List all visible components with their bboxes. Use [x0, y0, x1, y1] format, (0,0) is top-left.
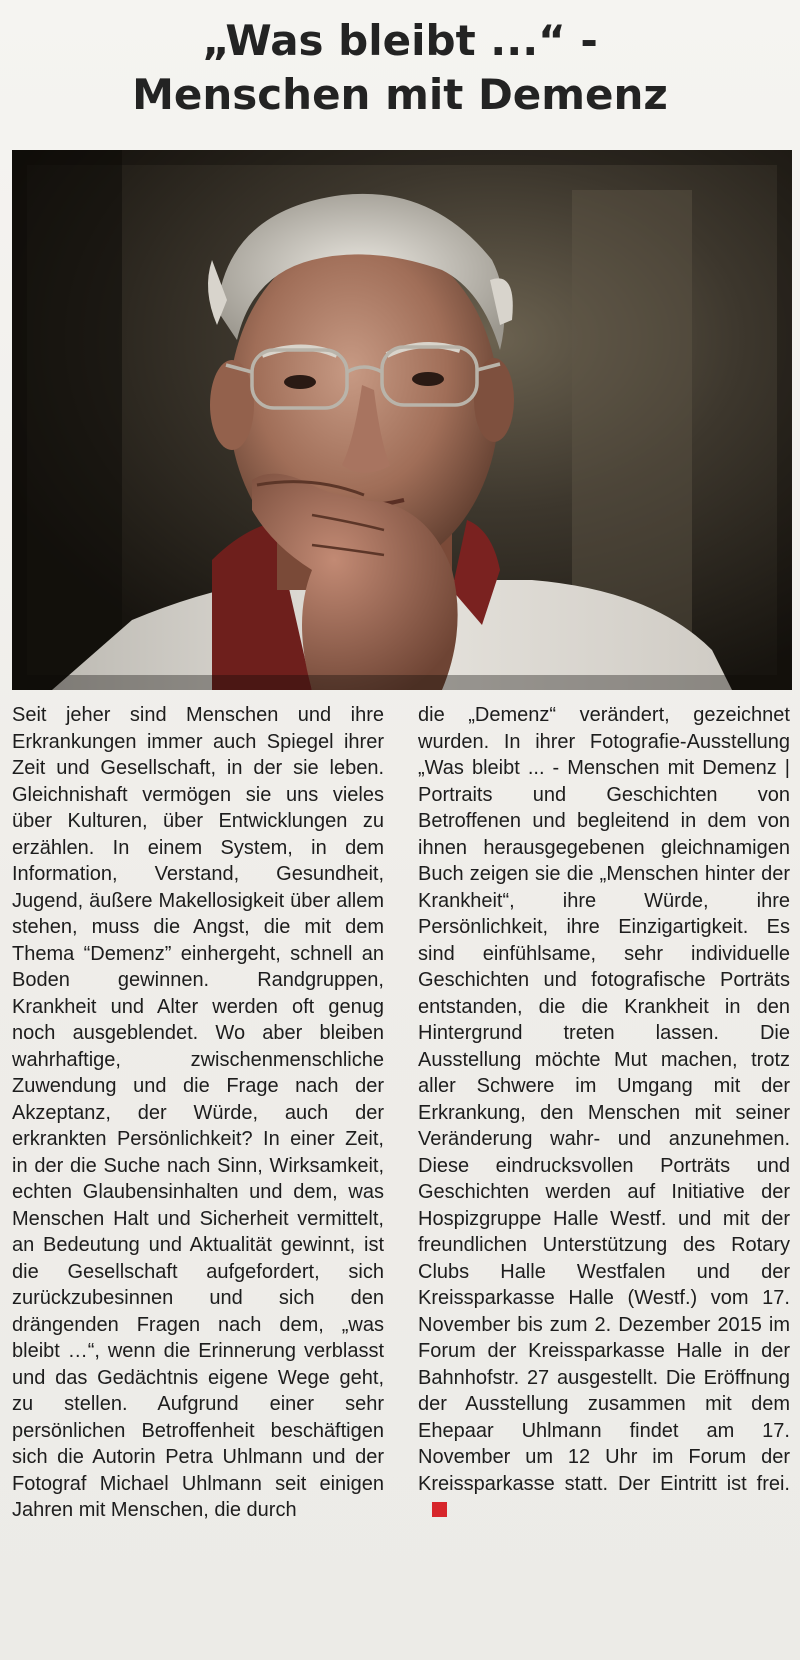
column-2-paragraph — [418, 702, 790, 1524]
portrait-photo — [12, 150, 792, 690]
end-of-article-marker — [432, 1502, 447, 1517]
portrait-illustration — [12, 150, 792, 690]
article-column-1 — [12, 702, 384, 1524]
left-ear — [210, 360, 254, 450]
article-body — [12, 702, 790, 1524]
headline-line-1: „Was bleibt ...“ - — [202, 16, 598, 65]
column-2-text: die „Demenz“ verändert, gezeichnet wurden. In ihrer Fotografie-Ausstellung „Was bleibt ... - Menschen mit Demenz | Portraits und Geschichten von Betroffenen und begleitend in dem von ihnen herausgegebenen gleichnamigen Buch zeigen sie die „Menschen hinter der Krankheit“, ihre Würde, ihre Persönlichkeit, ihre Einzigartigkeit. Es sind einfühlsame, sehr individuelle Geschichten und fotografische Porträts entstanden, die die Krankheit in den Hintergrund treten lassen. Die Ausstellung möchte Mut machen, trotz aller Schwere im Umgang mit der Erkrankung, den Menschen mit seiner Veränderung wahr- und anzunehmen. Diese eindrucksvollen Porträts und Geschichten werden auf Initiative der Hospizgruppe Halle Westf. und mit der freundlichen Unterstützung des Rotary Clubs Halle Westfalen und der Kreissparkasse Halle (Westf.) vom 17. November bis zum 2. Dezember 2015 im Forum der Kreissparkasse Halle in der Bahnhofstr. 27 ausgestellt. Die Eröffnung der Ausstellung zusammen mit dem Ehepaar Uhlmann findet am 17. November um 12 Uhr im Forum der Kreissparkasse statt. Der Eintritt ist frei. — [418, 704, 790, 1495]
background-shadow — [12, 150, 122, 690]
column-1-text: Seit jeher sind Menschen und ihre Erkrankungen immer auch Spiegel ihrer Zeit und Gesellschaft, in der sie leben. Gleichnishaft vermögen sie uns vieles über Kulturen, über Entwicklungen zu erzählen. In einem System, in dem Information, Verstand, Gesundheit, Jugend, äußere Makellosigkeit über allem stehen, muss die Angst, die mit dem Thema “Demenz” einhergeht, schnell an Boden gewinnen. Randgruppen, Krankheit und Alter werden oft genug noch ausgeblendet. Wo aber bleiben wahrhaftige, zwischenmenschliche Zuwendung und die Frage nach der Akzeptanz, der Würde, auch der erkrankten Persönlichkeit? In einer Zeit, in der die Suche nach Sinn, Wirksamkeit, echten Glaubensinhalten und dem, was Menschen Halt und Sicherheit vermittelt, an Bedeutung und Aktualität gewinnt, ist die Gesellschaft aufgefordert, sich zurückzubesinnen und sich den drängenden Fragen nach dem, „was bleibt …“, wenn die Erinnerung verblasst und das Gedächtnis eigene Wege geht, zu stellen. Aufgrund einer sehr persönlichen Betroffenheit beschäftigen sich die Autorin Petra Uhlmann und der Fotograf Michael Uhlmann seit einigen Jahren mit Menschen, die durch — [12, 704, 384, 1521]
right-eye — [412, 372, 444, 386]
headline-line-2: Menschen mit Demenz — [132, 70, 668, 119]
article-headline — [0, 14, 800, 122]
article-column-2 — [418, 702, 790, 1524]
left-eye — [284, 375, 316, 389]
